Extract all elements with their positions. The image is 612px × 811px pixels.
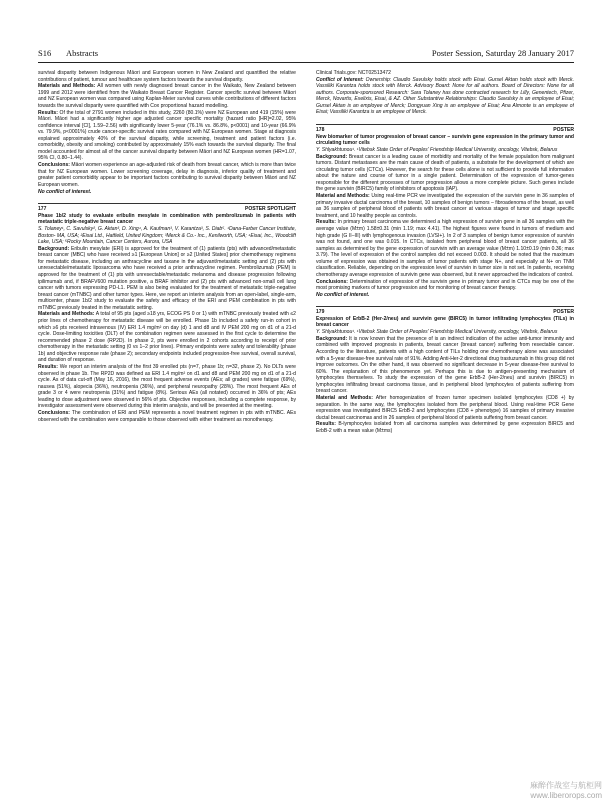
conclusions-paragraph (38, 410, 296, 423)
abstract-title: Phase 1b/2 study to evaluate eribulin mesylate in combination with pembrolizumab in patients with metastatic triple-negative breast cancer (38, 212, 296, 226)
conflict-statement: No conflict of interest. (316, 291, 370, 298)
spacer (316, 116, 574, 122)
section-label: Conflict of Interest: (316, 76, 364, 83)
section-label: Background: (316, 153, 348, 160)
background-paragraph (316, 154, 574, 193)
section-text: We report an interim analysis of the first 39 enrolled pts (n=7, phase 1b; n=32, phase 2). No DLTs were observed in phase 1b. The RP2D was defined as ERI 1.4 mg/m² on d1 and d8 and PEM 200 mg on d1 of a 21-d cycle. As of data cut-off (May 16, 2016), the most frequent adverse events (AEs; all grades) were fatigue (69%), nausea (51%), alopecia (36%), neutropenia (36%), and peripheral neuropathy (28%). The most frequent AEs of grade 3 or 4 were neutropenia (31%) and fatigue (8%). Serious AEs (all notated) occurred in 36% of pts; AEs leading to dose adjustment were observed in 56% of pts. Objective responses, including a complete response, by investigator assessment were observed during this interim analysis, and will be presented at the meeting. (38, 364, 296, 410)
paragraph: survival disparity between Indigenous Māori and European women in New Zealand and quantified the relative contributions of patient, tumour and healthcare system factors towards the survival disparity. (38, 70, 296, 83)
results-paragraph (316, 219, 574, 278)
section-text: Of the total of 2791 women included in this study, 2260 (80.1%) were NZ European and 419 (15%) were Māori. Māori had a significantly higher age adjusted cancer specific mortality (hazard ratio [HR]=2.02, 95% confidence interval [CI], 1.59–2.56) with significantly lower 5-year (76.1% vs. 86.8%, p<0001) and 10-year (66.9% vs. 79.9%, p<0001%) crude cancer-specific survival rates compared with NZ European women. Stage at diagnosis explained approximately 40% of the survival disparity, while screening, treatment and patient factors (i.e. comorbidity, obesity and smoking) contributed by approximately 15% each towards the survival disparity. The final model accounted for almost all of the cancer survival disparity between Māori and NZ European women (HR=1.07, 95% CI, 0.80–1.44). (38, 109, 296, 162)
section-text: B-lymphocytes isolated from all carcinoma samples was determined by gene expression BIRC5 and ErbB-2 with a mean value (M±ms) (316, 421, 574, 434)
spacer (38, 195, 296, 201)
running-header (38, 48, 574, 60)
page-number: S16 (38, 48, 52, 58)
section-label: Material and Methods: (316, 193, 370, 200)
abstract-type: POSTER SPOTLIGHT (244, 206, 296, 213)
section-text: In primary breast carcinoma we determined a high expression of survivin gene in all 36 samples with the average value (M±m) 1.58±0.31 (min 1.19; max 4.41). The highest figures were found in tumors of medium and high grade (G II–III) with lymphogenous invasion (LVSI+). In 2 of 3 samples of benign tumor expression of survivin was not found, and one was 0.015. In CTCs, isolated from peripheral blood of breast cancer patients, all 36 samples as determined by the gene expression of survivin with an average value (M±m) 1.10±0.19 (min 0.36; max 3.79). The level of expression of the control samples did not exceed 0.003. It should be noted that the maximum volume of expression was obtained in samples of tumor patients with stage N+, and especially at N+ on TNM classification. Reliable, depending on the expression level of survivin in tumor size is not set. In patients, receiving chemotherapy average expression of survivin gene was observed, but it never approached the indicators of control. (316, 219, 574, 278)
results-paragraph (316, 421, 574, 434)
methods-paragraph (38, 83, 296, 109)
abstract-type: POSTER (553, 309, 574, 316)
background-paragraph (38, 246, 296, 311)
watermark-line: 麻醉作战室与航柜网 (530, 781, 602, 790)
conclusions-paragraph (38, 162, 296, 188)
methods-paragraph (38, 311, 296, 363)
results-paragraph (38, 364, 296, 410)
section-label: Conclusions: (38, 410, 70, 417)
section-label: Materials and Methods: (38, 311, 95, 318)
section-label: Materials and Methods: (38, 83, 96, 90)
section-text: All women with newly diagnosed breast cancer in the Waikato, New Zealand between 1999 and 2012 were identified from the Waikato Breast Cancer Register. Cancer specific survival between Māori and NZ European women was compared using Kaplan-Meier survival curves while contributions of different factors towards the survival disparity were quantified with Cox proportional hazard modelling. (38, 83, 296, 109)
background-paragraph (316, 336, 574, 395)
section-text: The combination of ERI and PEM represents a novel treatment regimen in pts with mTNBC. AEs observed with the combination were comparable to those observed with either treatment as monotherapy. (38, 410, 296, 423)
watermark-line: www.liberorops.com (530, 791, 602, 800)
section-text: It is now known that the presence of is an indirect indication of the active anti-tumor immunity and combined with improved prognosis in patients, breast cancer (breast cancer) suffering from resectable cancer. According to the literature, patients with a high content of TILs holding one chemotherapy alone was associated with a 5-year disease-free survival rate of 91%. Adding Anti-Her-2 directional drug trastuzumab in this group did not improve outcomes. On the other hand, it was observed no significant decrease in 5-year disease-free survival to 60%. The explanation of this phenomenon yet. Perhaps this is due to antigen-presenting mechanism of lymphocytes themselves. To study the expression of the gene ErbB-2 (Her-2/neu) and survivin (BIRC5) in lymphocytes infiltrating breast carcinoma tissue, and in peripheral blood lymphocytes of patients suffering from breast cancer. (316, 335, 574, 395)
methods-paragraph (316, 193, 574, 219)
section-text: A total of 95 pts (aged ≥18 yrs, ECOG PS 0 or 1) with mTNBC previously treated with ≤2 prior lines of chemotherapy for metastatic disease will be enrolled. Phase 1b included a safety run-in cohort in which ≥6 pts received intravenous (IV) ERI 1.4 mg/m² on day (d) 1 and d8 and IV PEM 200 mg on d1 of a 21-d cycle. Dose-limiting toxicities (DLT) of the combination regimen were assessed in the first cycle to determine the recommended phase 2 dose (RP2D). In phase 2, pts were enrolled in 2 cohorts according to receipt of prior chemotherapy in the metastatic setting (0 vs 1–2 prior lines). Primary endpoints were safety and tolerability (phase 1b) and objective response rate (phase 2); secondary endpoints included progression-free survival, overall survival, and duration of response. (38, 311, 296, 364)
abstract-178-header (316, 124, 574, 134)
abstract-179-header (316, 306, 574, 316)
right-column (316, 70, 574, 786)
section-label: Results: (38, 109, 58, 116)
section-text: Eribulin mesylate (ERI) is approved for the treatment of (1) patients (pts) with advanced/metastatic breast cancer (MBC) who have received ≥1 [European Union] or ≥2 [United States] prior chemotherapy regimens for metastatic disease, including an anthracycline and taxane in the adjuvant/metastatic setting and (2) pts with unresectable/metastatic liposarcoma who have received a prior anthracycline regimen. Pembrolizumab (PEM) is approved for the treatment of (1) pts with unresectable/metastatic melanoma and disease progression following ipilimumab and, if BRAFV600 mutation positive, a BRAF inhibitor and (2) pts with advanced non-small cell lung cancer with tumors expressing PD-L1. PEM is also being evaluated for the treatment of metastatic triple-negative breast cancer (mTNBC) and other tumor types. Here, we report an interim analysis from an open-label, single-arm, multicenter, phase 1b/2 study to evaluate the safety and efficacy of the ERI and PEM combination in pts with mTNBC previously treated in the metastatic setting. (38, 245, 296, 311)
section-text: Breast cancer is a leading cause of morbidity and mortality of the female population from malignant tumors. Distant metastases are the main cause of death of patients, a substrate for the development of which are circulating tumor cells (CTCs). However, the search for these cells alone is not sufficient to provide full information about the nature and course of tumor in a single patient. Determination of the expression of tumor-genes responsible for the different processes of tumor progression allows a more complete picture. Such genes include the gene survivin (BIRC5) family of inhibitors of apoptosis (IAP). (316, 153, 574, 193)
section-label: Background: (316, 335, 348, 342)
spacer (316, 298, 574, 304)
abstract-authors: S. Tolaney¹, C. Savulsky², G. Aktan³, D. Xing⁴, A. Kaufman³, V. Karantza³, S. Diab⁵. ¹Dana-Farber Cancer Institute, Boston- MA, USA; ²Eisai Ltd., Hatfield, United Kingdom; ³Merck & Co.- Inc., Kenilworth, USA; ⁴Eisai, Inc., Woodcliff Lake, USA; ⁵Rocky Mountain, Cancer Centers, Aurora, USA (38, 225, 296, 246)
abstract-type: POSTER (553, 127, 574, 134)
section-label: Background: (38, 245, 70, 252)
section-label: Results: (316, 219, 336, 226)
header-rule (38, 62, 574, 63)
results-paragraph (38, 110, 296, 162)
abstract-number: 177 (38, 206, 47, 213)
trial-registration: Clinical Trials.gov: NCT02513472 (316, 70, 391, 76)
abstract-title: New biomarker of tumor progression of breast cancer – survivin gene expression in the primary tumor and circulating tumor cells (316, 133, 574, 147)
section-label: Conclusions: (38, 162, 70, 169)
abstract-number: 179 (316, 309, 325, 316)
section-label: Material and Methods: (316, 395, 373, 402)
section-label: Results: (316, 421, 336, 428)
section-text: Determination of expression of the survivin gene in primary tumor and in CTCs may be one of the most promising markers of tumor progression and for monitoring of breast cancer therapy. (316, 278, 574, 292)
section-text: Ownership: Claudio Savulsky holds stock with Eisai. Gursel Aktan holds stock with Merck. Vassiliki Karantza holds stock with Merck. Advisory Board: None for all authors. Board of Directors: None for all authors. Corporate-sponsored Research: Sara Tolaney has done contracted research for Lilly, Genentech, Pfizer, Merck, Novartis, Exelixis, Eisai, & AZ. Other Substantive Relationships: Claudio Savulsky is an employee of Eisai; Gursel Aktan is an employee of Merck; Dongyuan Xing is an employee of Eisai; Ana Almonte is an employee of Eisai; Vassiliki Karantza is an employee of Merck. (316, 76, 574, 116)
section-name: Abstracts (66, 48, 99, 58)
abstract-177-header (38, 203, 296, 213)
section-text: Māori women experience an age-adjusted risk of death from breast cancer, which is more than twice that for NZ European women. Lower screening coverage, delay in diagnosis, inferior quality of treatment and greater patient comorbidity appear to be important factors contributing to survival disparity between Māori and NZ European women. (38, 162, 296, 188)
left-column (38, 70, 296, 786)
abstract-number: 178 (316, 127, 325, 134)
abstract-authors: Y. Shlyakhtunou¹. ¹Vitebsk State Order of Peoples' Friendship Medical University, oncology, Vitebsk, Belarus (316, 329, 558, 336)
section-label: Conclusions: (316, 278, 348, 285)
conflict-disclosure (316, 77, 574, 116)
section-text: Using real-time PCR we investigated the expression of the survivin gene in 36 samples of primary invasive ductal carcinoma of the breast, 10 samples of benign tumors – fibroadenoma of the breast, as well as 36 samples of peripheral blood of patients with breast cancer at various stages of tumor and stage specific treatment, and 10 healthy people as controls. (316, 193, 574, 219)
section-text: After homogenization of frozen tumor specimen isolated lymphocytes (CD8 +) by separation. In the same way, the lymphocytes isolated from the peripheral blood. Using real-time PCR Gene expression was investigated BIRC5 ErbB-2 and lymphocytes (CD8 + phenotype) 16 samples of primary invasive ductal breast carcinomas and in 26 samples of peripheral blood of patients suffering from breast cancer. (316, 395, 574, 421)
methods-paragraph (316, 395, 574, 421)
abstract-title: Expression of ErbB-2 (Her-2/neu) and survivin gene (BIRC5) in tumor infiltrating lymphocytes (TILs) in breast cancer (316, 315, 574, 329)
conflict-statement: No conflict of interest. (38, 188, 92, 195)
site-watermark (482, 781, 602, 803)
conclusions-paragraph (316, 279, 574, 292)
section-label: Results: (38, 364, 58, 371)
abstract-authors: Y. Shlyakhtunou¹. ¹Vitebsk State Order of Peoples' Friendship Medical University, oncology, Vitebsk, Belarus (316, 146, 558, 153)
session-title: Poster Session, Saturday 28 January 2017 (431, 48, 574, 58)
